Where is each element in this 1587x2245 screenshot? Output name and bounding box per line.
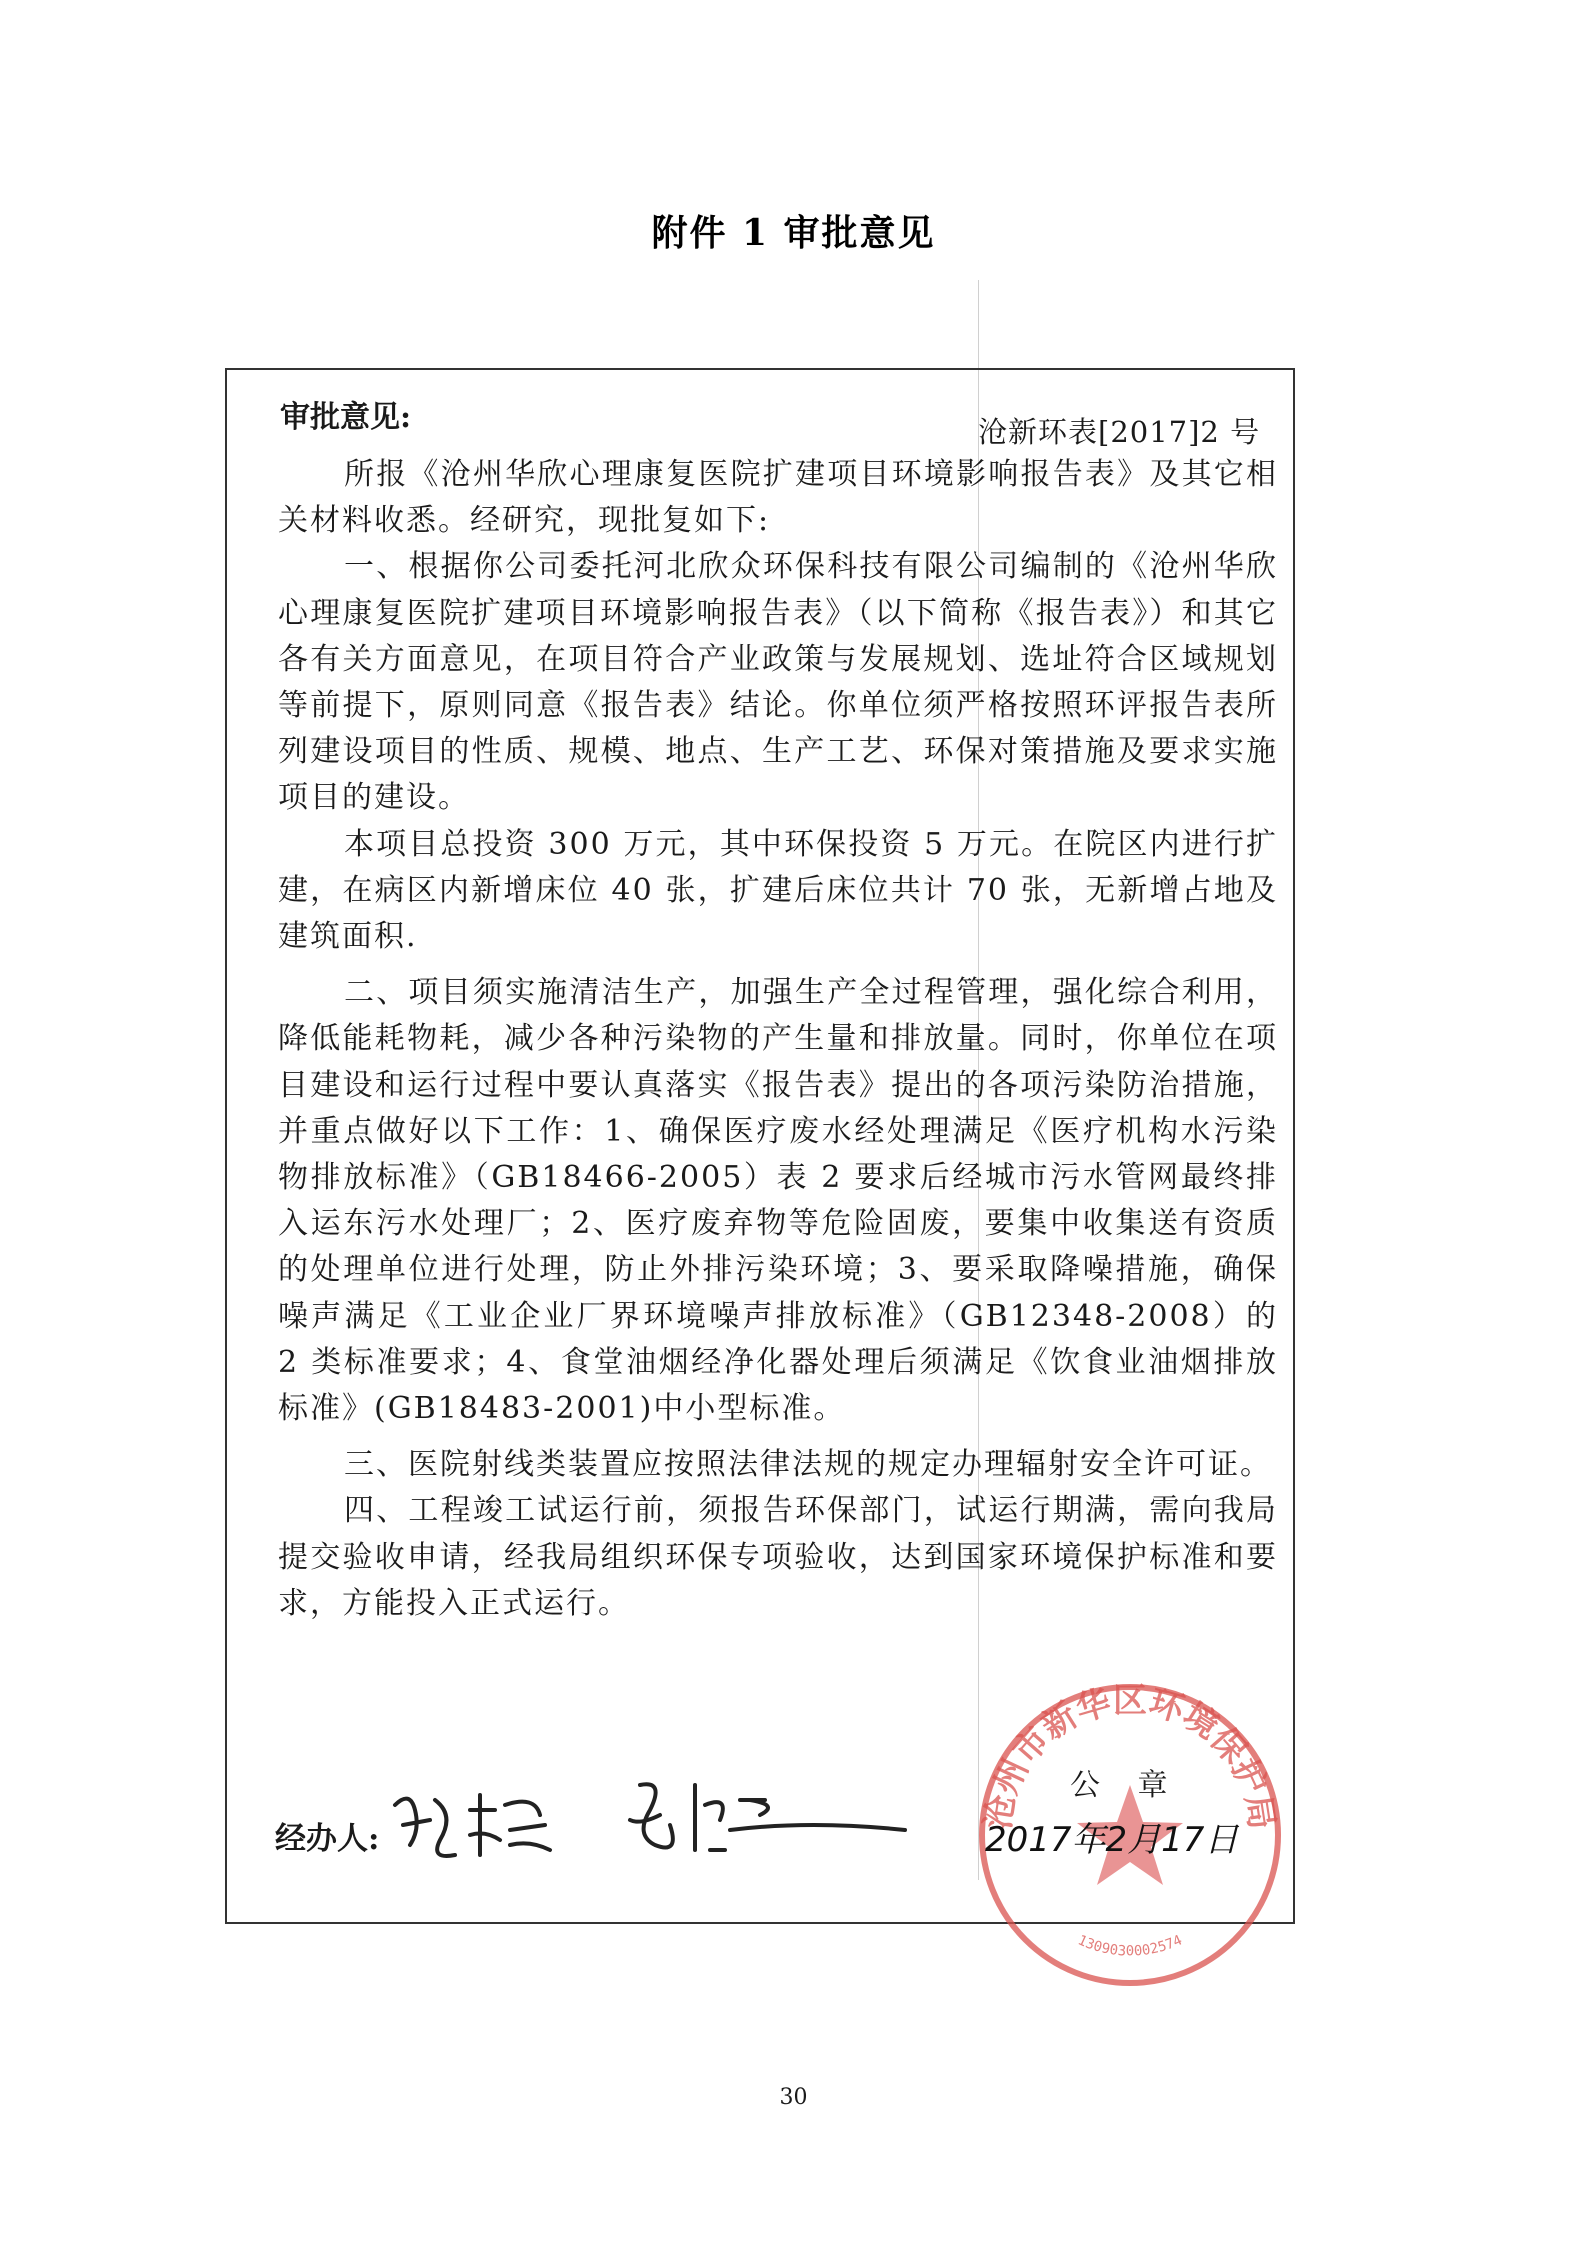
page-number: 30	[779, 2085, 808, 2110]
approval-body	[278, 452, 1278, 1627]
paragraph: 所报《沧州华欣心理康复医院扩建项目环境影响报告表》及其它相关材料收悉。经研究，现批复如下:	[278, 457, 1278, 539]
approval-label: 审批意见:	[280, 400, 412, 435]
handwritten-signature	[385, 1785, 555, 1875]
paragraph: 一、根据你公司委托河北欣众环保科技有限公司编制的《沧州华欣心理康复医院扩建项目环境影响报告表》（以下简称《报告表》）和其它各有关方面意见，在项目符合产业政策与发展规划、选址符合区域规划等前提下，原则同意《报告表》结论。你单位须严格按照环评报告表所列建设项目的性质、规模、地点、生产工艺、环保对策措施及要求实施项目的建设。	[278, 549, 1278, 816]
paragraph: 本项目总投资 300 万元，其中环保投资 5 万元。在院区内进行扩建，在病区内新增床位 40 张，扩建后床位共计 70 张，无新增占地及建筑面积.	[278, 826, 1278, 955]
document-number: 沧新环表[2017]2 号	[978, 415, 1261, 449]
handwritten-initials	[610, 1775, 910, 1870]
paragraph: 二、项目须实施清洁生产，加强生产全过程管理，强化综合利用，降低能耗物耗，减少各种污染物的产生量和排放量。同时，你单位在项目建设和运行过程中要认真落实《报告表》提出的各项污染防治措施，并重点做好以下工作：1、确保医疗废水经处理满足《医疗机构水污染物排放标准》（GB18466-2005）表 2 要求后经城市污水管网最终排入运东污水处理厂；2、医疗废弃物等危险固废，要集中收集送有资质的处理单位进行处理，防止外排污染环境；3、要采取降噪措施，确保噪声满足《工业企业厂界环境噪声排放标准》（GB12348-2008）的 2 类标准要求；4、食堂油烟经净化器处理后须满足《饮食业油烟排放标准》(GB18483-2001)中小型标准。	[278, 975, 1278, 1427]
signer-label: 经办人:	[275, 1821, 380, 1857]
signature-date: 2017年2月17日	[985, 1820, 1239, 1860]
page-title: 附件 1 审批意见	[651, 212, 936, 254]
paragraph: 三、医院射线类装置应按照法律法规的规定办理辐射安全许可证。	[344, 1447, 1272, 1483]
svg-text:1309030002574	[1075, 1932, 1184, 1959]
seal-number: 1309030002574	[1075, 1932, 1185, 1960]
paragraph: 四、工程竣工试运行前，须报告环保部门，试运行期满，需向我局提交验收申请，经我局组织环保专项验收，达到国家环境保护标准和要求，方能投入正式运行。	[278, 1493, 1278, 1621]
seal-label: 公 章	[1070, 1768, 1182, 1803]
seal-ring-text: 沧州市新华区环境保护局	[978, 1681, 1282, 1832]
